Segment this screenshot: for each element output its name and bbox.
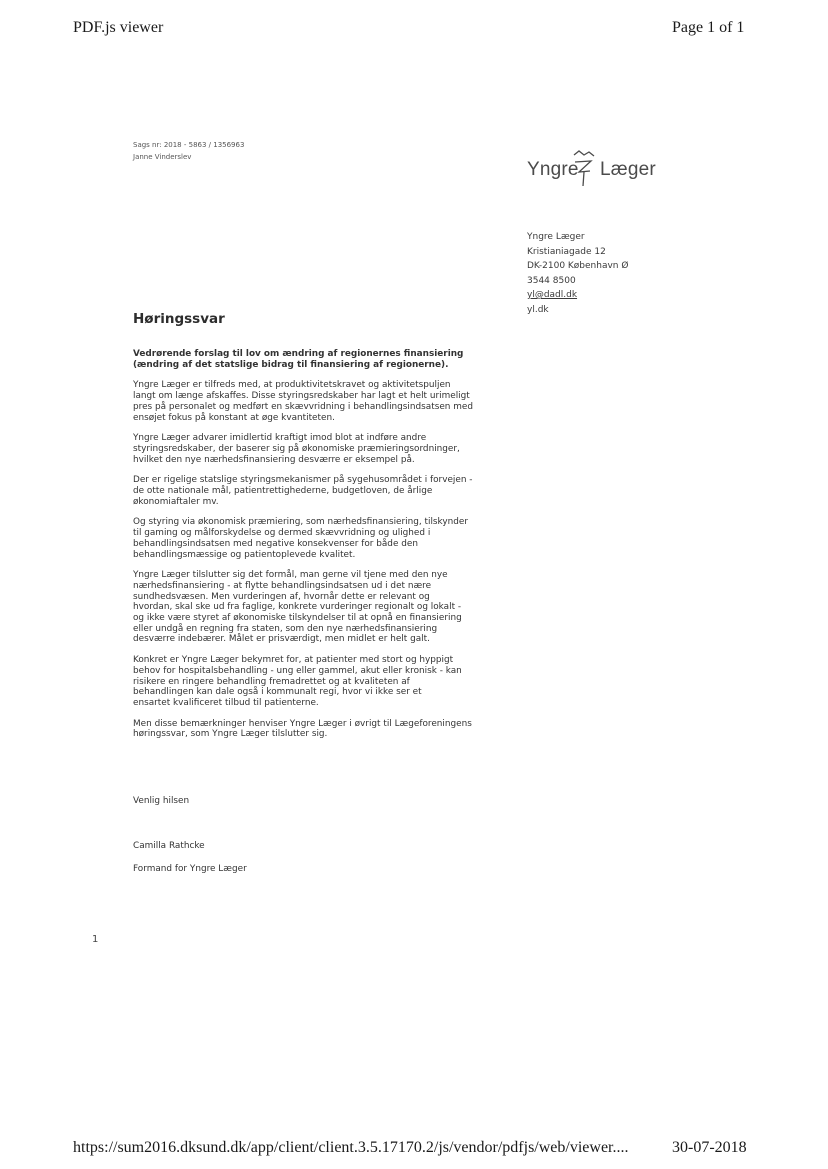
address-email-link[interactable]: yl@dadl.dk <box>527 290 578 300</box>
paragraph-line: behov for hospitalsbehandling - ung eller gammel, akut eller kronisk - kan <box>133 665 462 676</box>
logo-mark-icon <box>571 150 599 188</box>
body-paragraph <box>133 517 493 560</box>
address-org: Yngre Læger <box>527 232 585 242</box>
signer-role: Formand for Yngre Læger <box>133 864 247 874</box>
address-phone: 3544 8500 <box>527 275 576 286</box>
body-paragraph <box>133 655 493 709</box>
case-author: Janne Vinderslev <box>133 153 192 161</box>
yngre-laeger-logo <box>526 150 656 190</box>
paragraph-line: Yngre Læger tilslutter sig det formål, man gerne vil tjene med den nye <box>133 570 448 581</box>
paragraph-line: Der er rigelige statslige styringsmekanismer på sygehusområdet i forvejen - <box>133 475 473 486</box>
paragraph-line: Og styring via økonomisk præmiering, som nærhedsfinansiering, tilskynder <box>133 517 468 528</box>
closing: Venlig hilsen <box>133 796 190 806</box>
paragraph-line: behandlingsindsatsen med negative konsekvenser for både den <box>133 538 418 549</box>
body-paragraph <box>133 475 493 507</box>
signer-name: Camilla Rathcke <box>133 841 205 851</box>
body-paragraph <box>133 433 493 465</box>
paragraph-line: risikere en ringere behandling fremadrettet og at kvaliteten af <box>133 676 410 687</box>
paragraph-line: nærhedsfinansiering - at flytte behandlingsindsatsen ud i det nære <box>133 580 432 591</box>
address-street: Kristianiagade 12 <box>527 246 606 257</box>
paragraph-line: langt om længe afskaffes. Disse styringsredskaber har lagt et helt urimeligt <box>133 391 470 402</box>
subject-line: Vedrørende forslag til lov om ændring af regionernes finansiering <box>133 349 464 359</box>
print-header-page-count: Page 1 of 1 <box>672 19 745 36</box>
paragraph-line: pres på personalet og medført en skævvridning i behandlingsindsatsen med <box>133 401 473 412</box>
body-paragraph <box>133 719 493 740</box>
logo-text-right: Læger <box>600 159 656 180</box>
address-web-link[interactable]: yl.dk <box>527 304 549 315</box>
paragraph-line: behandlingsmæssige og patientoplevede kvalitet. <box>133 549 356 560</box>
address-city: DK-2100 København Ø <box>527 261 629 271</box>
body-paragraph <box>133 570 493 645</box>
paragraph-line: styringsredskaber, der baserer sig på økonomiske præmieringsordninger, <box>133 443 460 454</box>
paragraph-line: til gaming og målforskydelse og dermed skævvridning og ulighed i <box>133 528 431 539</box>
print-header-title: PDF.js viewer <box>73 19 164 36</box>
paragraph-line: Men disse bemærkninger henviser Yngre Læger i øvrigt til Lægeforeningens <box>133 718 472 729</box>
print-footer-url: https://sum2016.dksund.dk/app/client/client.3.5.17170.2/js/vendor/pdfjs/web/viewer.... <box>73 1139 629 1156</box>
paragraph-line: ensartet kvalificeret tilbud til patienterne. <box>133 697 319 708</box>
print-footer-date: 30-07-2018 <box>672 1139 747 1156</box>
body-paragraph <box>133 380 493 423</box>
logo-text-left: Yngre <box>527 159 579 180</box>
page-number: 1 <box>92 934 99 945</box>
subject <box>133 349 493 370</box>
paragraph-line: hvordan, skal ske ud fra faglige, konkrete vurderinger regionalt og lokalt - <box>133 602 462 613</box>
subject-line: (ændring af det statslige bidrag til finansiering af regionerne). <box>133 359 449 370</box>
paragraph-line: Yngre Læger advarer imidlertid kraftigt imod blot at indføre andre <box>133 433 427 444</box>
letter-body <box>133 349 493 750</box>
paragraph-line: Yngre Læger er tilfreds med, at produktivitetskravet og aktivitetspuljen <box>133 380 451 391</box>
paragraph-line: Konkret er Yngre Læger bekymret for, at patienter med stort og hyppigt <box>133 655 454 666</box>
paragraph-line: høringssvar, som Yngre Læger tilslutter sig. <box>133 729 328 740</box>
paragraph-line: behandlingen kan dale også i kommunalt regi, hvor vi ikke ser et <box>133 687 422 698</box>
paragraph-line: og ikke være styret af økonomiske tilskyndelser til at opnå en finansiering <box>133 613 462 624</box>
paragraph-line: hvilket den nye nærhedsfinansiering desværre er eksempel på. <box>133 454 415 465</box>
paragraph-line: desværre indebærer. Målet er prisværdigt, men midlet er helt galt. <box>133 634 430 645</box>
paragraph-line: eller undgå en regning fra staten, som den nye nærhedsfinansiering <box>133 623 438 634</box>
document-title: Høringssvar <box>133 311 225 327</box>
case-meta <box>133 139 244 163</box>
paragraph-line: ensøjet fokus på konstant at øge kvantiteten. <box>133 412 335 423</box>
sender-address <box>527 230 628 317</box>
paragraph-line: økonomiaftaler mv. <box>133 496 219 507</box>
case-number: Sags nr: 2018 - 5863 / 1356963 <box>133 141 245 149</box>
paragraph-line: de otte nationale mål, patientrettighederne, budgetloven, de årlige <box>133 486 433 497</box>
paragraph-line: sundhedsvæsen. Men vurderingen af, hvornår dette er relevant og <box>133 591 430 602</box>
paragraphs <box>133 380 493 740</box>
